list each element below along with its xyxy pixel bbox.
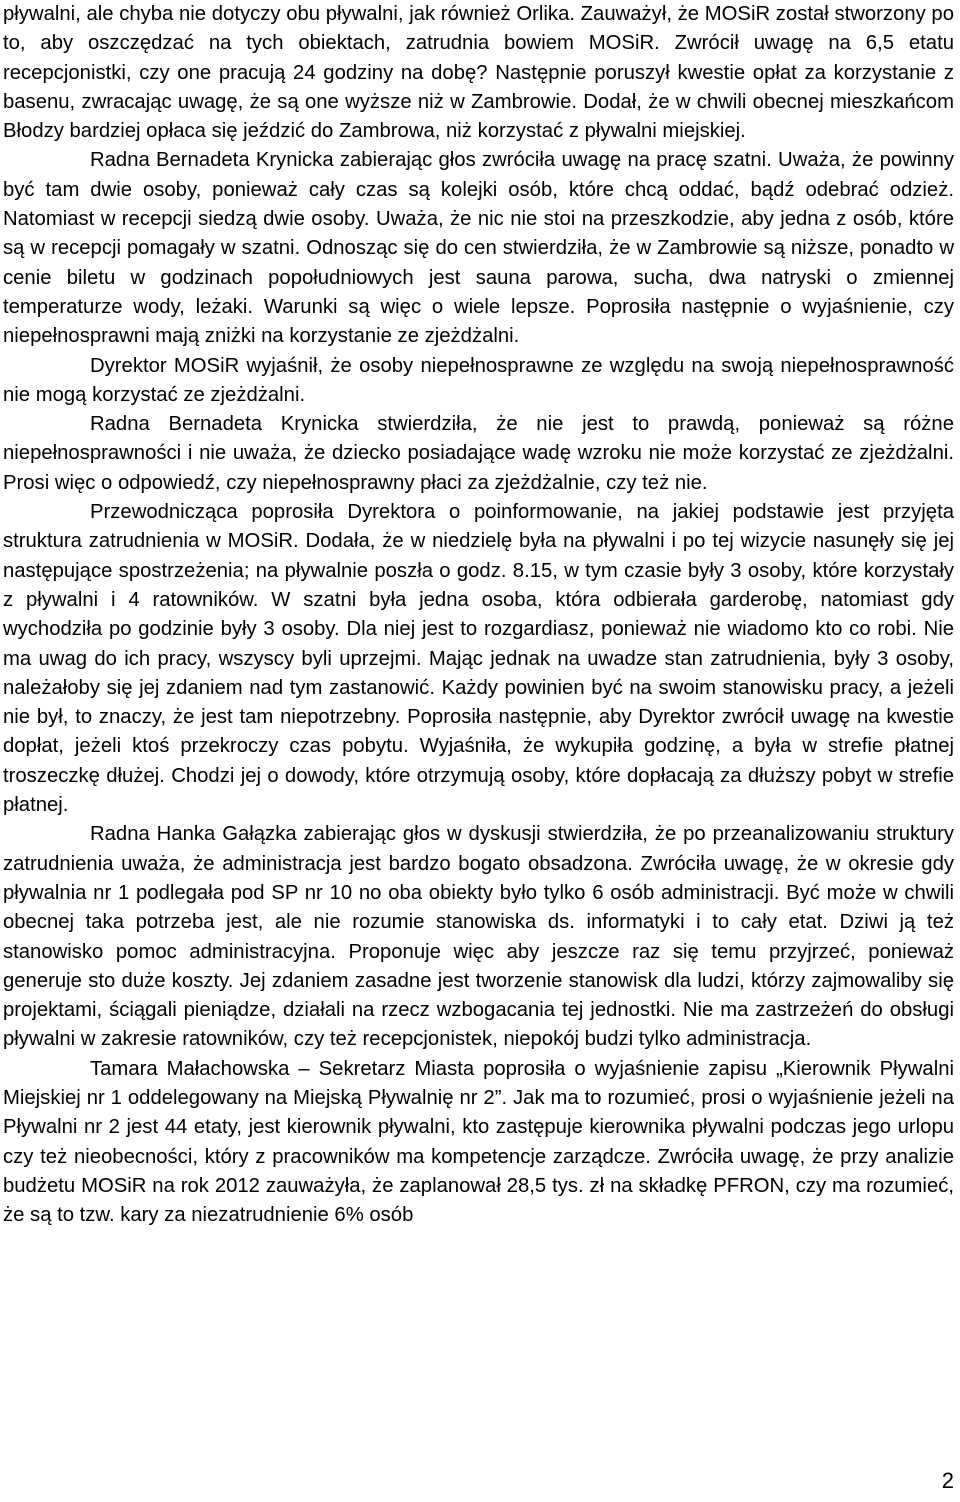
page-number: 2 bbox=[941, 1468, 954, 1493]
paragraph: pływalni, ale chyba nie dotyczy obu pływalni, jak również Orlika. Zauważył, że MOSiR został stworzony po to, aby oszczędzać na tych obiektach, zatrudnia bowiem MOSiR. Zwrócił uwagę na 6,5 etatu recepcjonistki, czy one pracują 24 godziny na dobę? Następnie poruszył kwestie opłat za korzystanie z basenu, zwracając uwagę, że są one wyższe niż w Zambrowie. Dodał, że w chwili obecnej mieszkańcom Błodzy bardziej opłaca się jeździć do Zambrowa, niż korzystać z pływalni miejskiej. bbox=[3, 3, 954, 143]
paragraph: Radna Hanka Gałązka zabierając głos w dyskusji stwierdziła, że po przeanalizowaniu struktury zatrudnienia uważa, że administracja jest bardzo bogato obsadzona. Zwróciła uwagę, że w okresie gdy pływalnia nr 1 podlegała pod SP nr 10 no oba obiekty było tylko 6 osób administracji. Być może w chwili obecnej taka potrzeba jest, ale nie rozumie stanowiska ds. informatyki i to cały etat. Dziwi ją też stanowisko pomoc administracyjna. Proponuje więc aby jeszcze raz się temu przyjrzeć, ponieważ generuje sto duże koszty. Jej zdaniem zasadne jest tworzenie stanowisk dla ludzi, którzy zajmowaliby się projektami, ściągali pieniądze, działali na rzecz wzbogacania tej jednostki. Nie ma zastrzeżeń do obsługi pływalni w zakresie ratowników, czy też recepcjonistek, niepokój budzi tylko administracja. bbox=[3, 823, 954, 1051]
paragraph: Dyrektor MOSiR wyjaśnił, że osoby niepełnosprawne ze względu na swoją niepełnosprawność nie mogą korzystać ze zjeżdżalni. bbox=[3, 354, 954, 406]
paragraph: Radna Bernadeta Krynicka zabierając głos zwróciła uwagę na pracę szatni. Uważa, że powinny być tam dwie osoby, ponieważ cały czas są kolejki osób, które chcą oddać, bądź odebrać odzież. Natomiast w recepcji siedzą dwie osoby. Uważa, że nic nie stoi na przeszkodzie, aby jedna z osób, które są w recepcji pomagały w szatni. Odnosząc się do cen stwierdziła, że w Zambrowie są niższe, ponadto w cenie biletu w godzinach popołudniowych jest sauna parowa, sucha, dwa natryski o zmiennej temperaturze wody, leżaki. Warunki są więc o wiele lepsze. Poprosiła następnie o wyjaśnienie, czy niepełnosprawni mają zniżki na korzystanie ze zjeżdżalni. bbox=[3, 149, 954, 348]
paragraph: Tamara Małachowska – Sekretarz Miasta poprosiła o wyjaśnienie zapisu „Kierownik Pływalni Miejskiej nr 1 oddelegowany na Miejską Pływalnię nr 2”. Jak ma to rozumieć, prosi o wyjaśnienie jeżeli na Pływalni nr 2 jest 44 etaty, jest kierownik pływalni, kto zastępuje kierownika pływalni podczas jego urlopu czy też nieobecności, który z pracowników ma kompetencje zarządcze. Zwróciła uwagę, że przy analizie budżetu MOSiR na rok 2012 zauważyła, że zaplanował 28,5 tys. zł na składkę PFRON, czy ma rozumieć, że są to tzw. kary za niezatrudnienie 6% osób bbox=[3, 1057, 954, 1227]
paragraph: Radna Bernadeta Krynicka stwierdziła, że nie jest to prawdą, ponieważ są różne niepełnosprawności i nie uważa, że dziecko posiadające wadę wzroku nie może korzystać ze zjeżdżalni. Prosi więc o odpowiedź, czy niepełnosprawny płaci za zjeżdżalnie, czy też nie. bbox=[3, 413, 954, 494]
paragraph: Przewodnicząca poprosiła Dyrektora o poinformowanie, na jakiej podstawie jest przyjęta struktura zatrudnienia w MOSiR. Dodała, że w niedzielę była na pływalni i po tej wizycie nasunęły się jej następujące spostrzeżenia; na pływalnie poszła o godz. 8.15, w tym czasie były 3 osoby, które korzystały z pływalni i 4 ratowników. W szatni była jedna osoba, która odbierała garderobę, natomiast gdy wychodziła po godzinie były 3 osoby. Dla niej jest to rozgardiasz, ponieważ nie wiadomo kto co robi. Nie ma uwag do ich pracy, wszyscy byli uprzejmi. Mając jednak na uwadze stan zatrudnienia, były 3 osoby, należałoby się jej zdaniem nad tym zastanowić. Każdy powinien być na swoim stanowisku pracy, a jeżeli nie był, to znaczy, że jest tam niepotrzebny. Poprosiła następnie, aby Dyrektor zwrócił uwagę na kwestie dopłat, jeżeli ktoś przekroczy czas pobytu. Wyjaśniła, że wykupiła godzinę, a była w strefie płatnej troszeczkę dłużej. Chodzi jej o dowody, które otrzymują osoby, które dopłacają za dłuższy pobyt w strefie płatnej. bbox=[3, 501, 954, 817]
document-page bbox=[3, 0, 954, 1230]
